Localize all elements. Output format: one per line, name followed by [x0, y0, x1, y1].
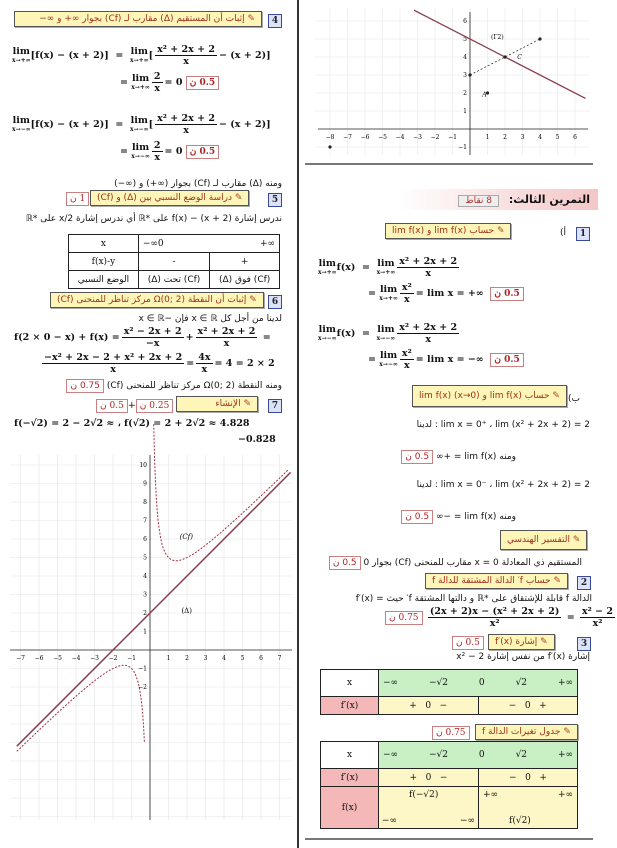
x-tick-label: −1	[127, 655, 136, 662]
q5-text: ندرس إشارة f(x) − (x + 2) على *ℝ أي ندرس إشارة 2/x على *ℝ	[25, 214, 282, 224]
line-graph	[300, 0, 600, 160]
line-label: (Γ2)	[491, 34, 504, 41]
y-tick-label: 10	[139, 462, 147, 469]
y-tick-label: 6	[463, 18, 467, 25]
y-tick-label: 4	[143, 573, 147, 580]
part-letter: أ)	[560, 228, 567, 238]
x-tick-label: 4	[538, 134, 542, 141]
lhs: [f(x) − (x + 2)]	[30, 50, 109, 61]
x-tick-label: −4	[395, 134, 405, 141]
y-tick-label: −1	[138, 665, 147, 673]
q6-line1: لدينا من أجل كل x ∈ ℝ فإن −x ∈ ℝ	[138, 314, 282, 324]
question-6-title: ✎ إثبات أن النقطة Ω(0; 2) مركز تناظر للمنحنى (Cf)	[50, 292, 264, 308]
y-tick-label: 5	[463, 36, 467, 43]
x-tick-label: 5	[555, 134, 560, 141]
q6-equation1: f(2 × 0 − x) + f(x) = $\frac{\text{x² − 2x + 2}}{-x}$ + $\frac{\text{x² + 2x + 2}}{x}$ =	[14, 326, 271, 349]
y-tick-label: 7	[143, 517, 147, 525]
y-tick-label: −1	[458, 144, 467, 151]
question-1a-title: ✎ حساب lim f(x) و lim f(x)	[385, 223, 511, 239]
variation-table-title: ✎ جدول تغيرات الدالة f	[475, 724, 578, 740]
points-badge: 0.5 ن	[490, 353, 523, 367]
x-tick-label: −6	[360, 134, 370, 141]
exercise-banner	[398, 189, 598, 210]
x-tick-label: 7	[277, 655, 282, 662]
x-tick-label: 2	[503, 134, 507, 141]
question-1b-title: ✎ حساب lim f(x) و lim f(x) (x→0)	[412, 385, 567, 407]
b-line3: لدينا : lim x = 0⁻ ، lim (x² + 2x + 2) = 2	[416, 480, 590, 490]
x-tick-label: −2	[430, 134, 440, 141]
x-tick-label: 1	[485, 134, 490, 141]
asymptote-line	[17, 472, 291, 746]
x-tick-label: 4	[222, 655, 226, 662]
derivative-formula: 0.75 ن $\frac{\text{(2x + 2)x − (x² + 2x + 2)}}{\text{x²}}$ = $\frac{\text{x² − 2}}{\text{x²}}$	[385, 606, 617, 629]
y-tick-label: 5	[143, 554, 147, 562]
y-tick-label: 6	[143, 536, 147, 543]
line-gamma2	[414, 10, 586, 98]
sign-table-5: x −∞ 0 +∞ f(x)-y - + الوضع النسبي (Cf) تحت (Δ) (Cf) فوق (Δ)	[68, 234, 280, 289]
q7-points: 0.5 ن + 0.25 ن	[96, 399, 173, 413]
x-tick-label: 3	[203, 655, 208, 662]
divider	[305, 838, 593, 840]
exercise-points: 8 نقاط	[458, 195, 499, 207]
limit-minus-block: lim x→−∞ [f(x) − (x + 2)] = lim x→−∞ [ $\frac{\text{x² + 2x + 2}}{x}$ − (x + 2)] = lim x→−∞ $\frac{2}{x}$ = 0 0.5 ن	[12, 113, 271, 163]
y-tick-label: 1	[463, 108, 467, 115]
line-label: (Δ)	[181, 607, 192, 615]
x-tick-label: −6	[34, 655, 44, 662]
point	[538, 37, 541, 40]
limit-plus-f: lim x→+∞ f(x) = lim x→+∞ $\frac{\text{x² + 2x + 2}}{x}$ = lim x→+∞ $\frac{\text{x²}}{x}$ = lim x = +∞ 0.5 ن	[318, 256, 524, 305]
points-badge: 0.5 ن	[490, 287, 523, 301]
points-badge: 0.75 ن	[432, 726, 470, 740]
question-number: 5	[268, 193, 282, 207]
q2-text: الدالة f قابلة للإشتقاق على *ℝ و دالتها المشتقة f′ حيث = f′(x)	[355, 594, 592, 604]
points-badge: 1 ن	[66, 192, 89, 206]
x-tick-label: −3	[90, 655, 99, 662]
y-tick-label: 3	[463, 72, 467, 79]
x-tick-label: 5	[240, 655, 245, 662]
question-number: 4	[268, 14, 282, 28]
point-label: A	[482, 91, 487, 99]
point	[503, 55, 506, 58]
question-7-title: ✎ الإنشاء	[176, 396, 258, 412]
y-tick-label: 9	[143, 480, 147, 488]
x-tick-label: −1	[448, 134, 457, 141]
conclusion-4: ومنه (Δ) مقارب لـ (Cf) بجوار (∞+) و (∞−)	[114, 179, 282, 189]
point-label: C	[517, 53, 522, 61]
y-tick-label: −2	[138, 684, 147, 691]
lim-op: lim x→+∞	[12, 45, 31, 64]
pencil-icon: ✎	[234, 193, 243, 203]
b-line2: ومنه lim f(x) = +∞ 0.5 ن	[401, 450, 516, 464]
x-tick-label: −5	[378, 134, 387, 141]
x-tick-label: 6	[573, 134, 577, 141]
y-tick-label: 8	[143, 499, 147, 506]
b-line4: ومنه lim f(x) = −∞ 0.5 ن	[401, 510, 516, 524]
question-4-title	[14, 11, 262, 27]
curve-label: (Cf)	[179, 533, 194, 541]
limit-plus-block: lim x→+∞ [f(x) − (x + 2)] = lim x→+∞ [ $\frac{\text{x² + 2x + 2}}{x}$ − (x + 2)] = lim x→+∞ $\frac{2}{x}$ = 0 0.5 ن	[12, 44, 271, 94]
y-tick-label: 1	[143, 628, 147, 636]
question-number: 1	[576, 227, 590, 241]
points-badge: 0.75 ن	[66, 379, 104, 393]
exercise-title: التمرين الثالث:	[508, 193, 590, 206]
y-tick-label: 2	[463, 90, 467, 97]
x-tick-label: −5	[53, 655, 62, 662]
x-tick-label: −7	[16, 655, 25, 662]
points-badge: 0.5 ن	[452, 636, 484, 650]
x-tick-label: 3	[520, 134, 525, 141]
q6-conclusion: ومنه النقطة Ω(0; 2) مركز تناظر للمنحنى (Cf) 0.75 ن	[66, 379, 282, 393]
point	[328, 145, 331, 148]
y-tick-label: 2	[143, 610, 147, 617]
question-number: 3	[577, 637, 591, 651]
question-5-title: ✎ دراسة الوضع النسبي بين (Δ) و (Cf)	[90, 190, 249, 206]
divider	[305, 163, 593, 165]
tail: − (x + 2)]	[219, 50, 271, 61]
q7-values: f(−√2) = 2 − 2√2 ≈ ، f(√2) = 2 + 2√2 ≈ 4.828	[14, 418, 250, 429]
x-tick-label: −7	[343, 134, 352, 141]
limit-minus-f: lim x→−∞ f(x) = lim x→−∞ $\frac{\text{x² + 2x + 2}}{x}$ = lim x→−∞ $\frac{\text{x²}}{x}$ = lim x = −∞ 0.5 ن	[318, 322, 524, 371]
x-tick-label: −2	[108, 655, 118, 662]
q7-values2: −0.828	[238, 434, 276, 445]
pencil-icon: ✎	[247, 14, 255, 24]
points-badge: 0.5 ن	[186, 145, 219, 159]
x-tick-label: 1	[166, 655, 171, 662]
fraction: $\frac{\text{x² + 2x + 2}}{x}$	[157, 44, 215, 67]
x-tick-label: −4	[71, 655, 81, 662]
x-tick-label: −3	[413, 134, 422, 141]
lim-op: lim x→+∞	[130, 45, 149, 64]
points-badge: 0.5 ن	[186, 76, 219, 90]
curve-left-branch	[17, 665, 145, 751]
variation-table: x −∞ −√2 0 √2 +∞ f′(x) + 0 − − 0 + f(x) f(−√2) −∞ −∞ +∞ +∞ f(√2)	[320, 741, 578, 829]
title-text: إثبات أن المستقيم (Δ) مقارب لـ (Cf) بجوار ∞+ و ∞−	[39, 14, 245, 24]
question-number: 6	[268, 295, 282, 309]
question-number: 7	[268, 399, 282, 413]
q3-text: إشارة f′(x) من نفس إشارة x² − 2	[456, 652, 590, 662]
question-number: 2	[577, 576, 591, 590]
x-tick-label: 2	[185, 655, 189, 662]
sign-table-derivative: x −∞ −√2 0 √2 +∞ f′(x) + 0 − − 0 +	[320, 669, 578, 715]
function-graph	[0, 450, 297, 820]
question-3-title: ✎ إشارة f′(x)	[488, 634, 555, 650]
interpretation-title: ✎ التفسير الهندسي	[500, 530, 587, 550]
part-letter: ب)	[568, 394, 580, 404]
x-tick-label: −8	[325, 134, 335, 141]
y-tick-label: 3	[143, 591, 147, 599]
point	[468, 73, 471, 76]
y-tick-label: 4	[463, 54, 467, 61]
interpretation-text: المستقيم ذي المعادلة x = 0 مقارب للمنحنى (Cf) بجوار 0 0.5 ن	[329, 556, 582, 570]
column-divider	[297, 0, 299, 848]
q6-equation2: $\frac{\text{−x² + 2x − 2 + x² + 2x + 2}}{x}$ = $\frac{4x}{x}$ = 4 = 2 × 2	[44, 352, 275, 375]
b-line1: لدينا : lim x = 0⁺ ، lim (x² + 2x + 2) = 2	[416, 420, 590, 430]
question-2-title: ✎ حساب f′ الدالة المشتقة للدالة f	[425, 573, 568, 589]
x-tick-label: 6	[259, 655, 263, 662]
